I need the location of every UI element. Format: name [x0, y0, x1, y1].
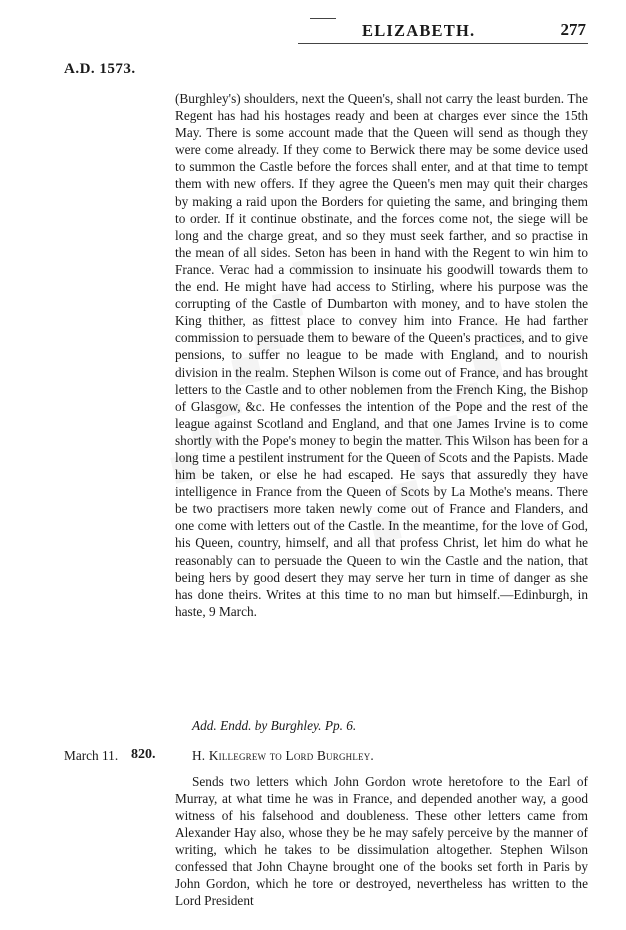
margin-year: A.D. 1573.	[64, 61, 136, 77]
entry-date: March 11.	[64, 748, 119, 763]
entry-title: H. Killegrew to Lord Burghley.	[192, 748, 374, 763]
entry-body	[175, 773, 588, 909]
entry-paragraph: Sends two letters which John Gordon wrote heretofore to the Earl of Murray, at what time he was in France, and depended another way, a good witness of his falsehood and doubleness. These other letters came from Alexander Hay also, whose they be he may safely perceive by the manner of writing, which he takes to be dissimulation altogether. Stephen Wilson confessed that John Chayne brought one of the books set forth in Paris by John Gordon, which he tore or destroyed, nevertheless has written to the Lord President	[175, 774, 588, 908]
endorsement: Add. Endd. by Burghley. Pp. 6.	[192, 718, 357, 733]
page-number: 277	[560, 20, 586, 39]
letter-body	[175, 90, 588, 620]
entry-number: 820.	[131, 747, 156, 762]
running-head	[298, 19, 588, 44]
running-title: ELIZABETH.	[362, 21, 476, 40]
letter-paragraph: (Burghley's) shoulders, next the Queen's, shall not carry the least burden. The Regent has had his hostages ready and been at charges ever since the 15th May. There is some account made that the Queen will send as though they were come already. If they come to Berwick there may be some device used to summon the Castle before the forces shall enter, and at that time to tempt them with new offers. If they agree the Queen's men may quit their charges by making a raid upon the Borders for quieting the same, and bringing them to order. If it continue obstinate, and the forces come not, the siege will be long and the charge great, and so they must seek farther, and so practise in the mean of all sides. Seton has been in hand with the Regent to win him to France. Verac had a commission to insinuate his goodwill towards them to the end. He might have had access to Stirling, where his purpose was the corrupting of the Castle of Dumbarton with money, and to have stolen the King thither, as fittest place to convey him into France. He had farther commission to persuade them to beware of the Queen's practices, and to give pensions, to suffer no league to be made with England, and to nourish division in the realm. Stephen Wilson is come out of France, and has brought letters to the Castle and to other noblemen from the French King, the Bishop of Glasgow, &c. He confesses the intention of the Pope and the rest of the league against Scotland and England, and that one James Irvine is to come shortly with the Pope's money to begin the matter. This Wilson has been for a long time a pestilent instrument for the Queen of Scots and the Papists. Made him be taken, or else he had escaped. He says that assuredly they have intelligence in France from the Queen of Scots by La Mothe's means. There be two practisers more taken newly come out of France and Flanders, and one come with letters out of the Castle. In the meantime, for the love of God, his Queen, country, himself, and all that profess Christ, let him do what he reasonably can to persuade the Queen to win the Castle and the nation, that being hers by good desert they may serve her turn in time of danger as she has done theirs. Writes at this time to no man but himself.—Edinburgh, in haste, 9 March.	[175, 91, 588, 619]
